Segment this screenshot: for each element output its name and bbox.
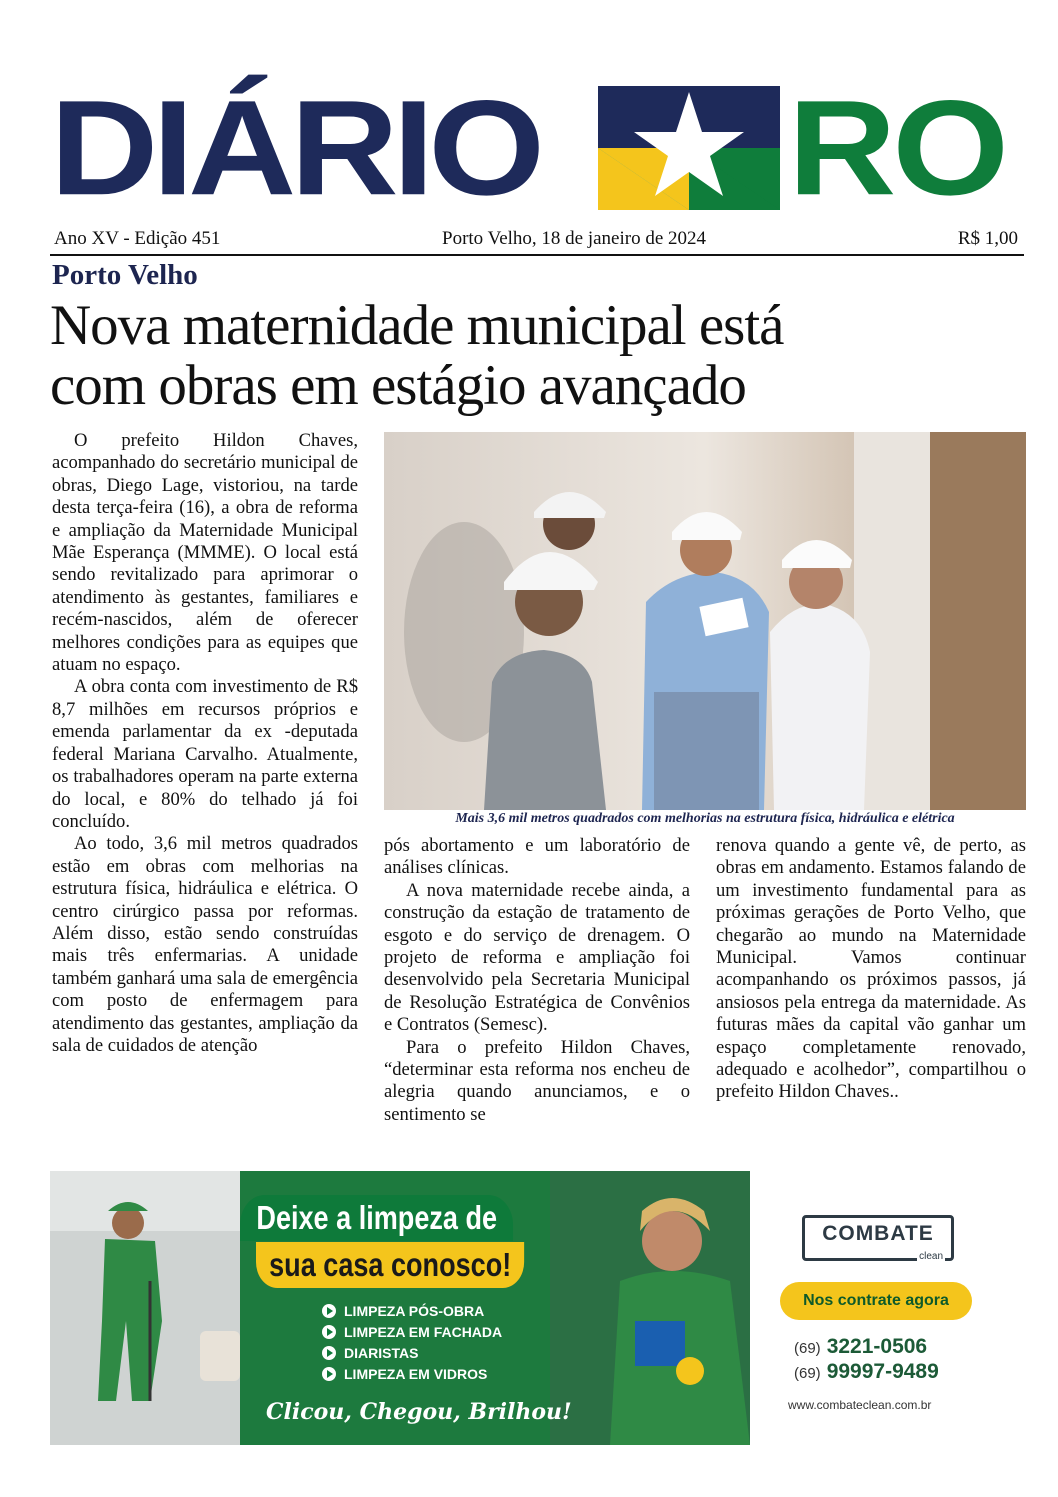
edition-number: Ano XV - Edição 451 <box>54 228 221 249</box>
list-item: LIMPEZA EM FACHADA <box>322 1322 502 1343</box>
masthead-title-right: RO <box>788 71 1005 224</box>
brand-name: COMBATE <box>822 1222 934 1245</box>
paragraph: Para o prefeito Hildon Chaves, “determinar esta reforma nos encheu de alegria quando anunciamos, e o sentimento se <box>384 1036 690 1125</box>
edition-info-bar <box>50 226 1024 256</box>
paragraph-continued: renova quando a gente vê, de perto, as obras em andamento. Estamos falando de um investimento fundamental para as próximas gerações de Porto Velho, que chegarão ao mundo na Maternidade Municipal. Vamos continuar acompanhando os próximos passos, já ansiosos pela entrega da maternidade. As futuras mães da capital vão ganhar um espaço completamente renovado, adequado e acolhedor”, compartilhou o prefeito Hildon Chaves.. <box>716 835 1026 1103</box>
ad-slogan: Clicou, Chegou, Brilhou! <box>266 1399 572 1425</box>
photo-caption: Mais 3,6 mil metros quadrados com melhorias na estrutura física, hidráulica e elétrica <box>455 811 955 826</box>
website-link[interactable]: www.combateclean.com.br <box>788 1398 932 1412</box>
article-column-2 <box>384 835 690 1126</box>
paragraph: O prefeito Hildon Chaves, acompanhado do secretário municipal de obras, Diego Lage, vistoriou, na tarde desta terça-feira (16), a obra de reforma e ampliação da Maternidade Municipal Mãe Esperança (MMME). O local está sendo revitalizado para aprimorar o atendimento às gestantes, familiares e recém-nascidos, além de oferecer melhores condições para as equipes que atuam no espaço. <box>52 430 358 676</box>
issue-date: Porto Velho, 18 de janeiro de 2024 <box>442 228 707 249</box>
brand-sub: clean <box>919 1251 943 1262</box>
article-column-3 <box>716 835 1026 1104</box>
section-kicker: Porto Velho <box>52 259 198 291</box>
masthead-title-left: DIÁRIO <box>50 71 539 224</box>
article-column-1 <box>52 430 358 1057</box>
paragraph-continued: pós abortamento e um laboratório de análises clínicas. <box>384 835 690 879</box>
play-icon <box>322 1367 336 1381</box>
contact-cta-button[interactable]: Nos contrate agora <box>780 1282 972 1320</box>
advertisement-banner[interactable] <box>50 1171 1024 1445</box>
combate-clean-logo <box>802 1215 954 1261</box>
play-icon <box>322 1304 336 1318</box>
article-headline <box>50 296 1020 416</box>
masthead <box>50 71 1020 224</box>
paragraph: Ao todo, 3,6 mil metros quadrados estão em obras com melhorias na estrutura física, hidráulica e elétrica. O centro cirúrgico passa por reformas. Além disso, estão sendo construídas mais três enfermarias. A unidade também ganhará uma sala de emergência com posto de enfermagem para atendimento das gestantes, ampliação da sala de cuidados de atenção <box>52 833 358 1056</box>
ad-headline-1: Deixe a limpeza de <box>240 1195 513 1241</box>
phone-number-1[interactable]: (69) 3221-0506 <box>794 1335 928 1358</box>
ad-headline-2: sua casa conosco! <box>256 1242 524 1288</box>
paragraph: A nova maternidade recebe ainda, a construção da estação de tratamento de esgoto e do serviço de drenagem. O projeto de reforma e ampliação foi desenvolvido pela Secretaria Municipal de Resolução Estratégica de Convênios e Contratos (Semesc). <box>384 879 690 1036</box>
list-item: LIMPEZA EM VIDROS <box>322 1364 502 1385</box>
rondonia-flag-logo <box>598 86 780 210</box>
paragraph: A obra conta com investimento de R$ 8,7 milhões em recursos próprios e emenda parlamentar da ex -deputada federal Mariana Carvalho. Atualmente, os trabalhadores operam na parte externa do local, e 80% do telhado já foi concluído. <box>52 676 358 832</box>
ad-services-list <box>322 1301 502 1385</box>
headline-line-1: Nova maternidade municipal está <box>50 294 784 357</box>
headline-line-2: com obras em estágio avançado <box>50 354 746 417</box>
phone-number-2[interactable]: (69) 99997-9489 <box>794 1360 939 1383</box>
article-photo <box>384 432 1026 810</box>
play-icon <box>322 1325 336 1339</box>
list-item: DIARISTAS <box>322 1343 502 1364</box>
list-item: LIMPEZA PÓS-OBRA <box>322 1301 502 1322</box>
issue-price: R$ 1,00 <box>957 228 1018 249</box>
play-icon <box>322 1346 336 1360</box>
